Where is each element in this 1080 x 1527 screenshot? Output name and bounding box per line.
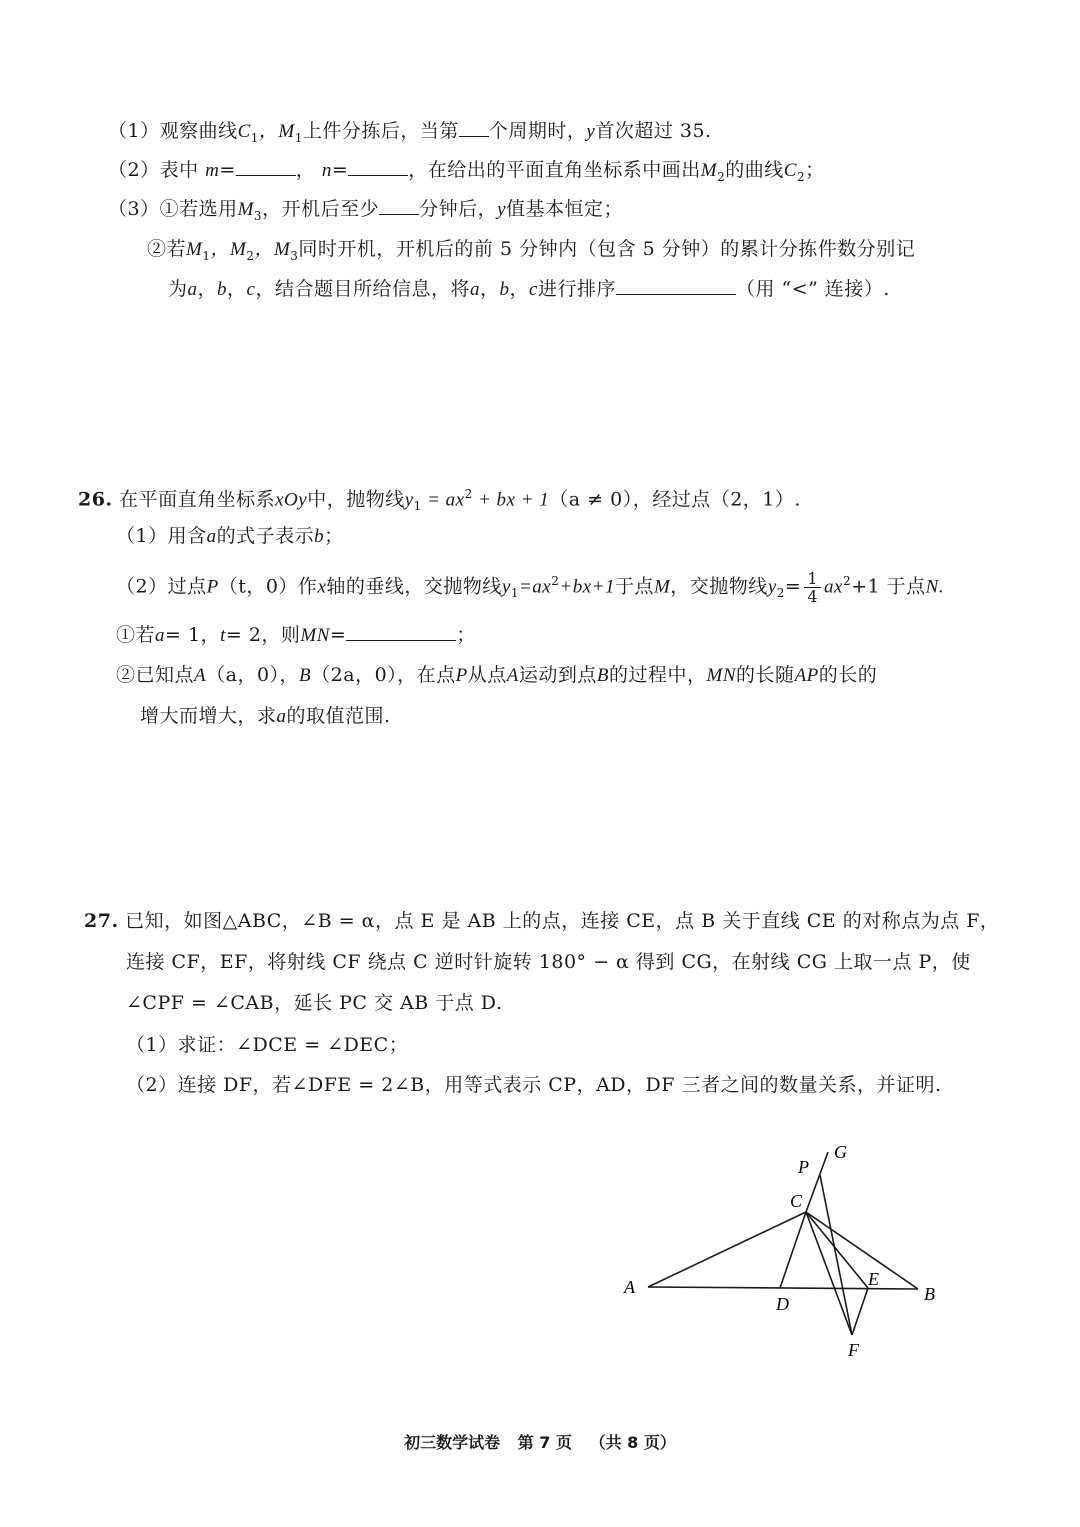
q25-part3-1: （3）①若选用$M_3$，开机后至少 分钟后，y值基本恒定；	[108, 198, 624, 223]
q25-part3-3: 为a，b，c，结合题目所给信息，将a，b，c进行排序 （用 “<” 连接）.	[168, 278, 890, 300]
segment-ac	[648, 1212, 806, 1287]
q27-line2: 连接 CF，EF，将射线 CF 绕点 C 逆时针旋转 180° − α 得到 CG，在射线 CG 上取一点 P，使	[126, 951, 971, 973]
q27-part2: （2）连接 DF，若∠DFE = 2∠B，用等式表示 CP，AD，DF 三者之间的数量关系，并证明.	[126, 1074, 942, 1096]
q27-line1: 27. 已知，如图△ABC，∠B = α，点 E 是 AB 上的点，连接 CE，点 B 关于直线 CE 的对称点为点 F，	[84, 910, 1000, 932]
q26-case1: ①若a= 1，t= 2，则MN= ；	[116, 624, 476, 646]
q26-part2: （2）过点P（t，0）作x轴的垂线，交抛物线$y_1=ax^2+bx+1$于点M，交抛物线$y_2=$ $\frac{1}{4}$ $ax^2+1$ 于点N.	[116, 568, 945, 606]
ray-cg	[806, 1152, 828, 1212]
q25-part2: （2）表中 m= ， n= ，在给出的平面直角坐标系中画出$M_2$的曲线$C_2$；	[108, 159, 825, 184]
footer-title: 初三数学试卷	[404, 1433, 501, 1452]
q27-part1: （1）求证：∠DCE = ∠DEC；	[126, 1034, 409, 1056]
label-a: A	[624, 1277, 635, 1297]
answer-blank	[459, 118, 489, 137]
answer-blank	[616, 276, 736, 295]
footer-total: （共 8 页）	[589, 1433, 676, 1452]
label-g: G	[834, 1142, 847, 1162]
segment-cf	[806, 1212, 852, 1335]
answer-blank	[348, 157, 408, 176]
q26-part1: （1）用含a的式子表示b；	[116, 525, 344, 547]
q25-part1: （1）观察曲线$C_1$，$M_1$上件分拣后，当第 个周期时，y首次超过 35.	[108, 120, 712, 145]
answer-blank	[236, 157, 296, 176]
fraction-one-quarter: $\frac{1}{4}$	[804, 570, 821, 605]
label-f: F	[848, 1340, 859, 1360]
segment-cb	[806, 1212, 918, 1289]
segment-pf	[820, 1175, 852, 1335]
q27-line3: ∠CPF = ∠CAB，延长 PC 交 AB 于点 D.	[126, 992, 503, 1014]
label-c: C	[790, 1191, 803, 1211]
segment-ef	[852, 1288, 868, 1335]
label-d: D	[776, 1294, 789, 1314]
label-b: B	[924, 1284, 935, 1304]
geometry-diagram	[600, 1130, 960, 1370]
q26-stem: 26. 在平面直角坐标系xOy中，抛物线$y_1 = ax^2$ + bx + 1（a ≠ 0），经过点（2，1）.	[78, 487, 801, 514]
label-p: P	[798, 1157, 809, 1177]
segment-ce	[806, 1212, 868, 1288]
page-footer	[0, 1430, 1080, 1453]
answer-blank	[379, 196, 419, 215]
label-e: E	[868, 1269, 879, 1289]
segment-cd	[780, 1212, 806, 1288]
answer-blank	[346, 622, 456, 641]
q26-case2-cont: 增大而增大，求a的取值范围.	[140, 705, 391, 727]
q26-case2: ②已知点A（a，0），B（2a，0），在点P从点A运动到点B的过程中，MN的长随AP的长的	[116, 664, 878, 686]
footer-page: 第 7 页	[517, 1433, 572, 1452]
q25-part3-2: ②若$M_1$，$M_2$，$M_3$同时开机，开机后的前 5 分钟内（包含 5 分钟）的累计分拣件数分别记	[147, 238, 916, 263]
